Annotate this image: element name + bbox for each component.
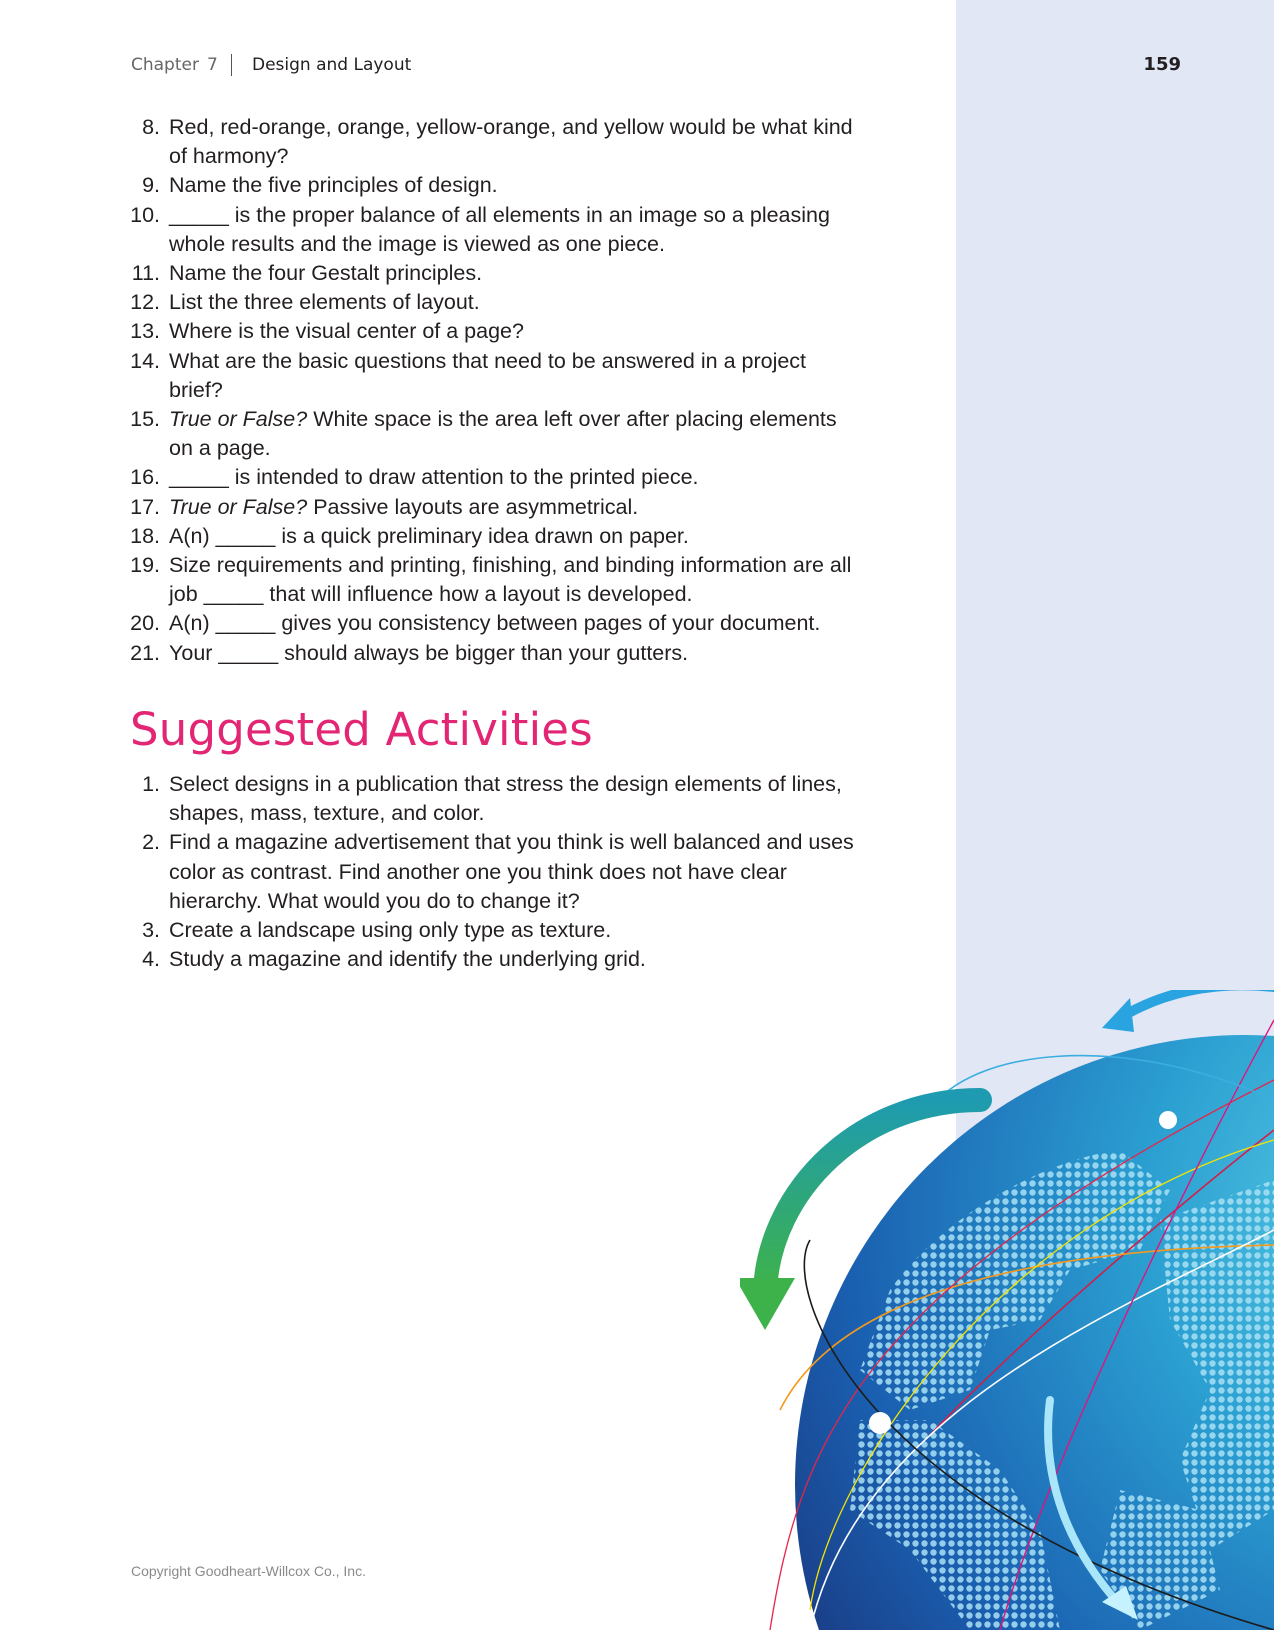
list-item: 8. Red, red-orange, orange, yellow-orange, and yellow would be what kind of harmony? xyxy=(142,115,853,169)
glow-point-icon xyxy=(1159,1111,1177,1129)
list-item: 19. Size requirements and printing, finishing, and binding information are all job _____ that will influence how a layout is developed. xyxy=(130,553,852,607)
list-item: 11. Name the four Gestalt principles. xyxy=(131,261,483,286)
list-item: 13. Where is the visual center of a page? xyxy=(130,319,524,344)
copyright-text: Copyright Goodheart-Willcox Co., Inc. xyxy=(131,1563,366,1579)
list-item: 3. Create a landscape using only type as texture. xyxy=(142,918,612,943)
arrowhead-icon xyxy=(740,1278,795,1330)
list-item: 18. A(n) _____ is a quick preliminary idea drawn on paper. xyxy=(130,523,689,548)
list-item: 1. Select designs in a publication that stress the design elements of lines, shapes, mass, texture, and color. xyxy=(142,772,842,826)
review-questions-list xyxy=(125,113,855,668)
list-item: 14. What are the basic questions that need to be answered in a project brief? xyxy=(130,348,807,402)
list-item: 17. True or False? Passive layouts are asymmetrical. xyxy=(130,494,639,519)
section-title: Design and Layout xyxy=(252,55,412,75)
header-divider xyxy=(231,54,232,76)
activities-list xyxy=(125,770,855,974)
list-item: 12. List the three elements of layout. xyxy=(130,290,480,315)
list-item: 2. Find a magazine advertisement that you think is well balanced and uses color as contrast. Find another one you think does not have clear hierarchy. What would you do to change it? xyxy=(142,830,854,913)
globe-illustration xyxy=(740,990,1274,1630)
list-item: 16. _____ is intended to draw attention to the printed piece. xyxy=(130,465,699,490)
chapter-number: 7 xyxy=(206,55,218,75)
arrowhead-icon xyxy=(1102,998,1134,1032)
running-header xyxy=(131,54,1181,78)
list-item: 21. Your _____ should always be bigger than your gutters. xyxy=(130,640,689,665)
suggested-activities-heading: Suggested Activities xyxy=(130,703,593,756)
blue-arrow-icon xyxy=(1125,990,1274,1015)
page-number: 159 xyxy=(1143,54,1181,75)
list-item: 9. Name the five principles of design. xyxy=(142,173,498,198)
list-item: 20. A(n) _____ gives you consistency between pages of your document. xyxy=(130,611,821,636)
list-item: 4. Study a magazine and identify the underlying grid. xyxy=(142,947,646,972)
list-item: 15. True or False? White space is the area left over after placing elements on a page. xyxy=(130,407,837,461)
glow-point-icon xyxy=(869,1412,891,1434)
chapter-label: Chapter 7 xyxy=(131,55,218,75)
list-item: 10. _____ is the proper balance of all elements in an image so a pleasing whole results and the image is viewed as one piece. xyxy=(130,202,830,256)
